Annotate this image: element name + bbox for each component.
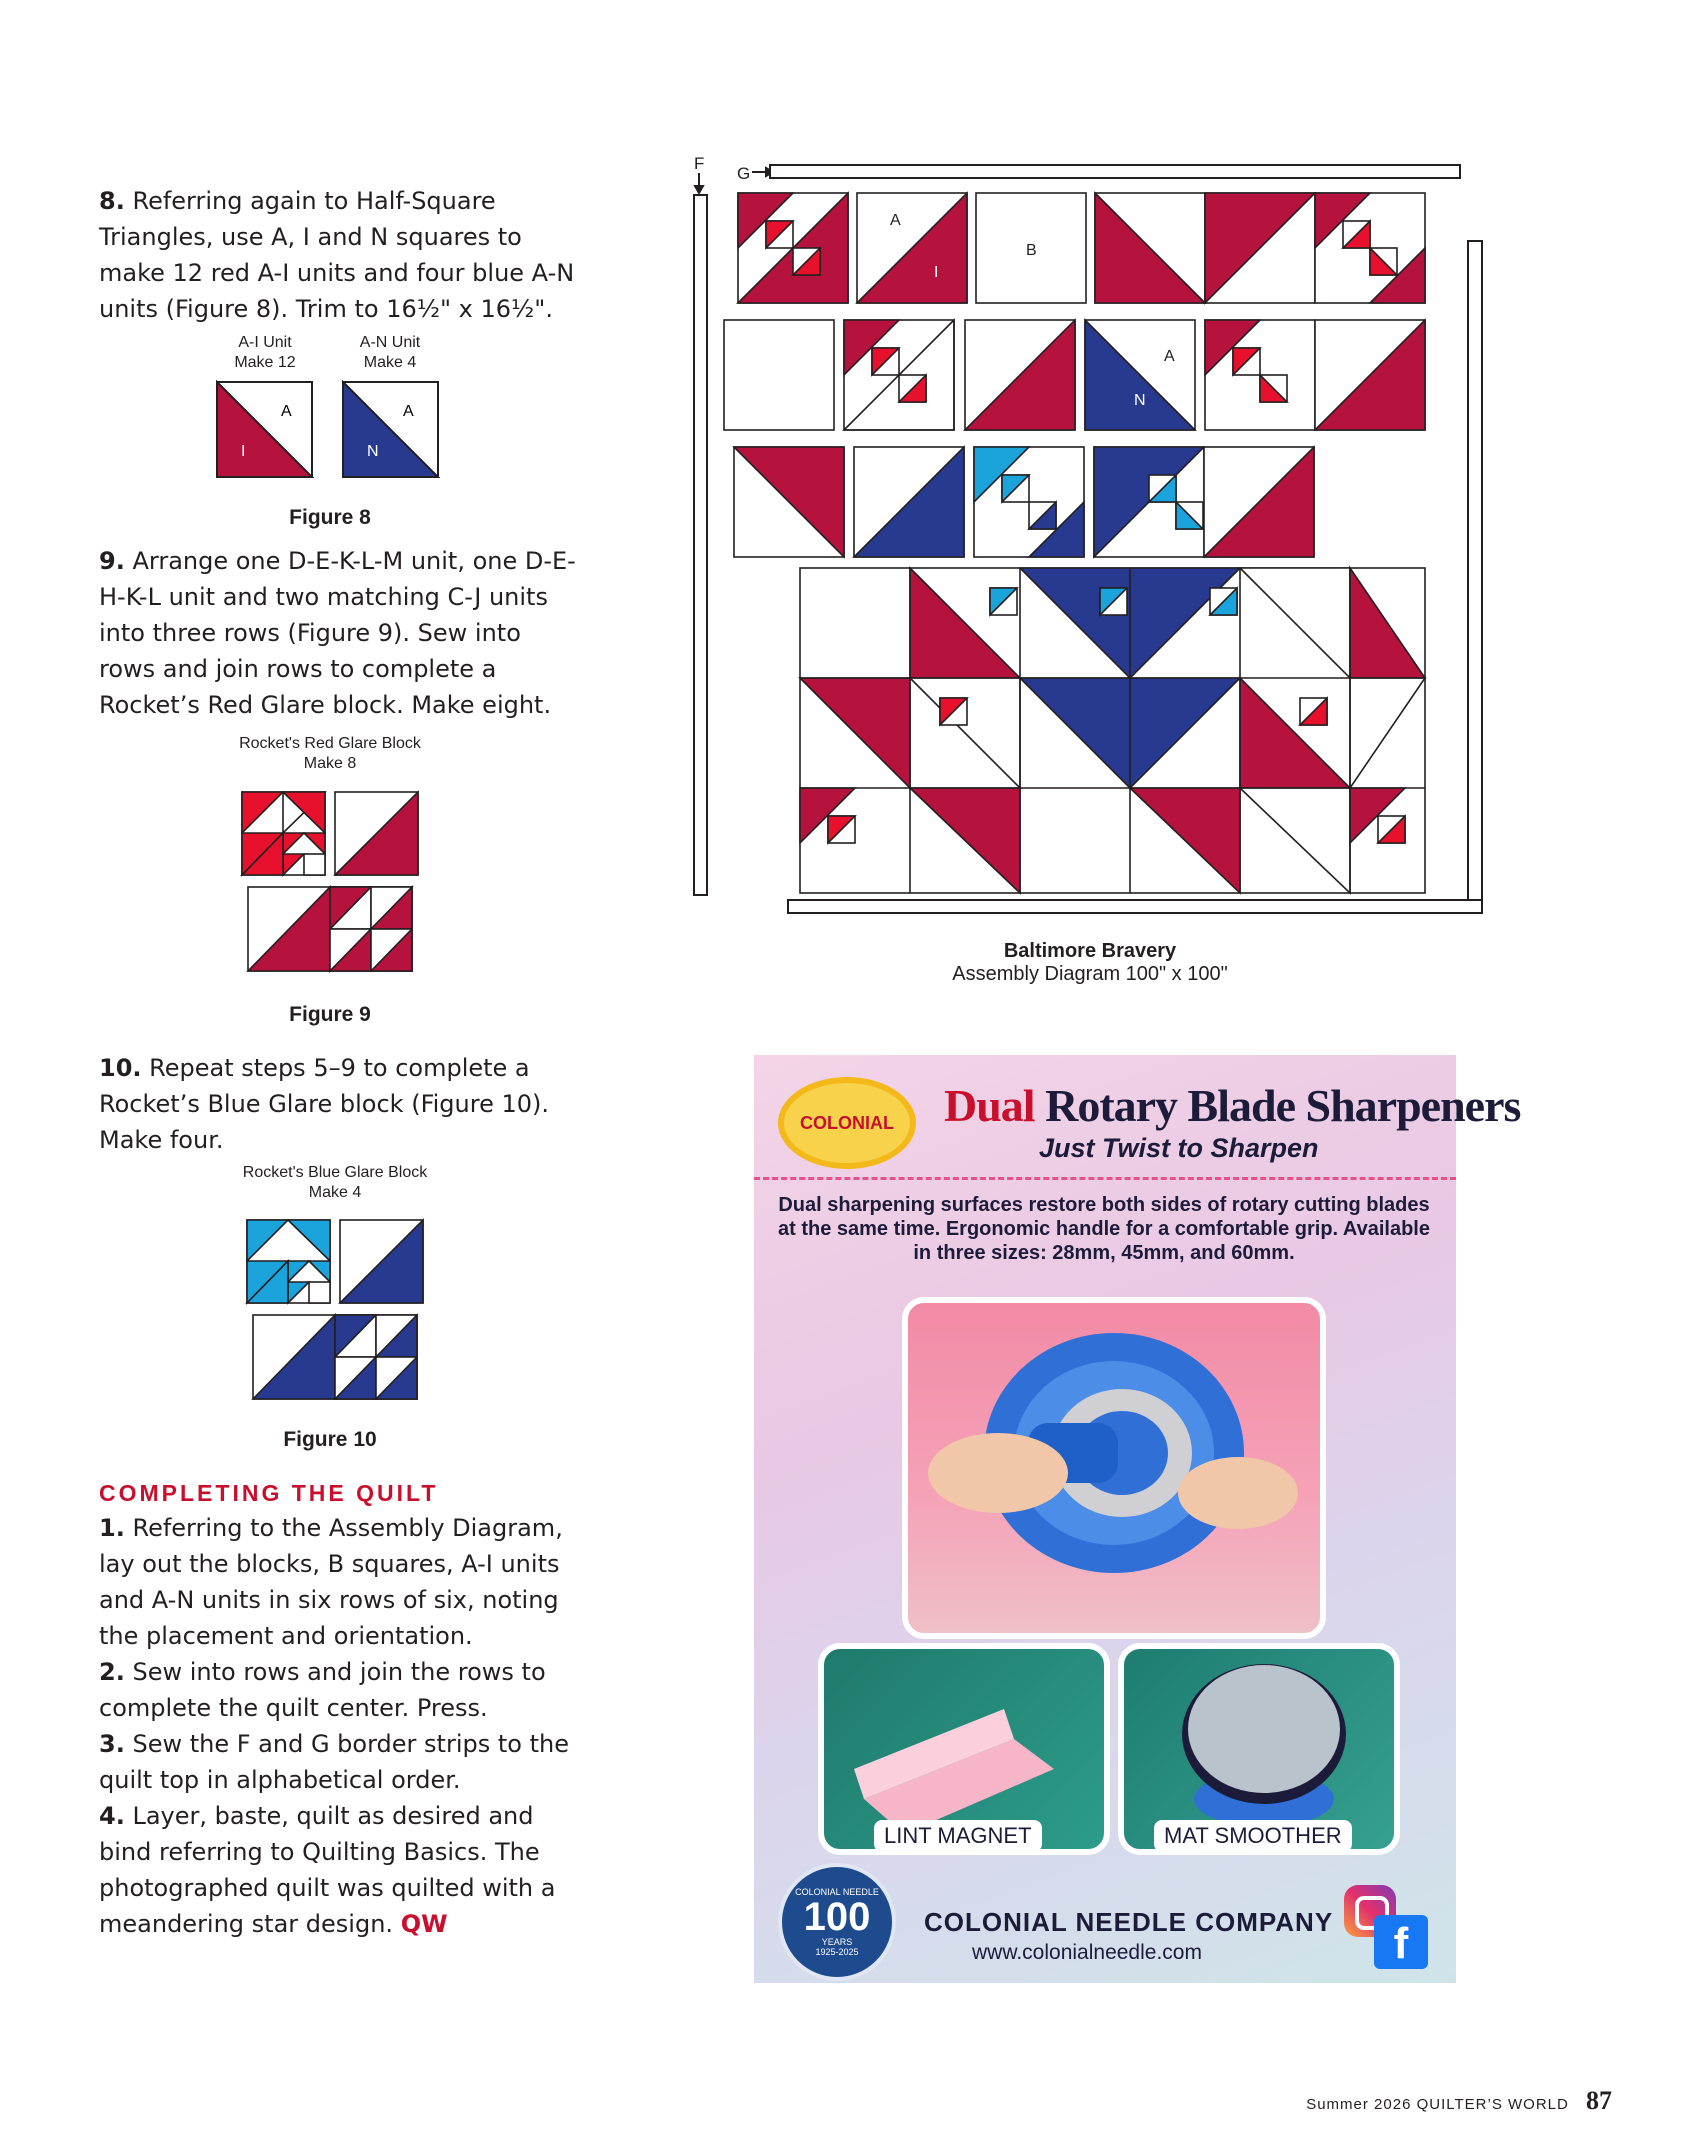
issue-date: Summer 2026 xyxy=(1306,2096,1412,2113)
magazine-name: QUILTER’S WORLD xyxy=(1416,2096,1569,2113)
product-photo-main xyxy=(902,1297,1326,1639)
quilt-size: Assembly Diagram 100" x 100" xyxy=(952,963,1228,985)
ad-subtitle: Just Twist to Sharpen xyxy=(1039,1133,1319,1163)
unit-name: A-I Unit xyxy=(238,334,292,351)
quilt-title: Baltimore Bravery xyxy=(1003,940,1177,962)
badge-text: COLONIAL xyxy=(800,1112,894,1133)
page-number: 87 xyxy=(1586,2086,1612,2115)
mat-smoother-label: MAT SMOOTHER xyxy=(1154,1820,1352,1852)
ad-title-rest: Rotary Blade Sharpeners xyxy=(1045,1080,1521,1131)
step-number: 4. xyxy=(99,1802,125,1830)
sharpener-illustration xyxy=(908,1303,1320,1633)
colonial-badge xyxy=(784,1083,910,1163)
advertisement[interactable] xyxy=(754,1055,1521,1983)
lint-magnet-label: LINT MAGNET xyxy=(874,1820,1042,1852)
step-text: Layer, baste, quilt as desired and bind referring to Quilting Basics. The photographed quilt was quilted with a meandering star design. xyxy=(99,1802,556,1938)
lint-magnet-illustration xyxy=(824,1649,1104,1849)
step-number: 8. xyxy=(99,187,125,215)
step-8 xyxy=(99,183,579,327)
completing-step xyxy=(99,1510,579,1654)
block-count: Make 8 xyxy=(303,755,357,772)
figure8-title: Figure 8 xyxy=(289,506,371,529)
ai-unit xyxy=(217,382,312,477)
step-text: Repeat steps 5–9 to complete a Rocket’s Blue Glare block (Figure 10). Make four. xyxy=(99,1054,550,1154)
label-a: A xyxy=(403,403,414,420)
completing-step xyxy=(99,1654,579,1726)
label-a: A xyxy=(1164,348,1175,365)
page-folio xyxy=(1306,2086,1612,2116)
assembly-caption xyxy=(900,940,1280,986)
company-url[interactable]: www.colonialneedle.com xyxy=(972,1941,1202,1964)
ad-title xyxy=(944,1079,1520,1132)
border-g-top xyxy=(770,165,1460,178)
step-text: Sew into rows and join the rows to complete the quilt center. Press. xyxy=(99,1658,546,1722)
completing-steps xyxy=(99,1510,579,1942)
block-name: Rocket's Blue Glare Block xyxy=(242,1164,428,1181)
seal-number: 100 xyxy=(803,1895,871,1939)
step-number: 2. xyxy=(99,1658,125,1686)
border-f-left xyxy=(694,195,707,895)
step-number: 9. xyxy=(99,547,125,575)
label-n: N xyxy=(367,443,379,460)
block-name: Rocket's Red Glare Block xyxy=(239,735,421,752)
seal-top-text: COLONIAL NEEDLE xyxy=(795,1887,879,1897)
label-i: I xyxy=(934,264,939,281)
completing-step xyxy=(99,1726,579,1798)
mat-smoother-illustration xyxy=(1124,1649,1394,1849)
section-heading: COMPLETING THE QUILT xyxy=(99,1480,439,1506)
step-text: Referring again to Half-Square Triangles, use A, I and N squares to make 12 red A-I units and four blue A-N units (Figure 8). Trim to 16½" x 16½". xyxy=(99,187,575,323)
label-g: G xyxy=(737,164,751,183)
label-f: F xyxy=(694,154,705,173)
figure10-diagram xyxy=(245,1218,430,1403)
assembly-diagram xyxy=(690,155,1490,915)
step-number: 3. xyxy=(99,1730,125,1758)
completing-step xyxy=(99,1798,579,1942)
centennial-seal xyxy=(778,1863,896,1981)
unit-count: Make 12 xyxy=(234,354,296,371)
company-name: COLONIAL NEEDLE COMPANY xyxy=(924,1907,1334,1937)
dashed-divider xyxy=(754,1177,1456,1180)
figure10-caption xyxy=(215,1163,455,1203)
figure9-caption xyxy=(215,734,445,774)
step-text: Sew the F and G border strips to the quilt top in alphabetical order. xyxy=(99,1730,569,1794)
figure9-diagram xyxy=(240,790,420,975)
step-number: 1. xyxy=(99,1514,125,1542)
step-10 xyxy=(99,1050,579,1158)
step-9 xyxy=(99,543,579,723)
seal-years: YEARS xyxy=(821,1937,853,1947)
figure8-diagram xyxy=(215,380,445,480)
qw-end-mark: QW xyxy=(400,1910,448,1938)
figure8-caption-an xyxy=(340,333,440,373)
figure8-caption-ai xyxy=(215,333,315,373)
step-number: 10. xyxy=(99,1054,142,1082)
label-b: B xyxy=(1026,242,1037,259)
step-text: Arrange one D-E-K-L-M unit, one D-E-H-K-L unit and two matching C-J units into three rows (Figure 9). Sew into rows and join rows to complete a Rocket’s Red Glare block. Make eight. xyxy=(99,547,576,719)
block-count: Make 4 xyxy=(308,1184,362,1201)
label-a: A xyxy=(890,212,901,229)
border-g-bottom xyxy=(788,900,1482,913)
label-i: I xyxy=(241,443,246,460)
step-text: Referring to the Assembly Diagram, lay out the blocks, B squares, A-I units and A-N units in six rows of six, noting the placement and orientation. xyxy=(99,1514,563,1650)
label-n: N xyxy=(1134,392,1146,409)
border-f-right xyxy=(1468,241,1482,901)
seal-dates: 1925-2025 xyxy=(815,1947,859,1957)
figure10-title: Figure 10 xyxy=(283,1428,377,1451)
unit-name: A-N Unit xyxy=(359,334,421,351)
facebook-icon[interactable]: f xyxy=(1374,1915,1428,1969)
ad-description: Dual sharpening surfaces restore both sides of rotary cutting blades at the same time. Ergonomic handle for a comfortable grip. Available in three sizes: 28mm, 45mm, and 60mm. xyxy=(777,1194,1430,1264)
an-unit xyxy=(343,382,438,477)
figure9-title: Figure 9 xyxy=(289,1003,371,1026)
ad-title-red: Dual xyxy=(944,1080,1035,1131)
label-a: A xyxy=(281,403,292,420)
unit-count: Make 4 xyxy=(363,354,417,371)
